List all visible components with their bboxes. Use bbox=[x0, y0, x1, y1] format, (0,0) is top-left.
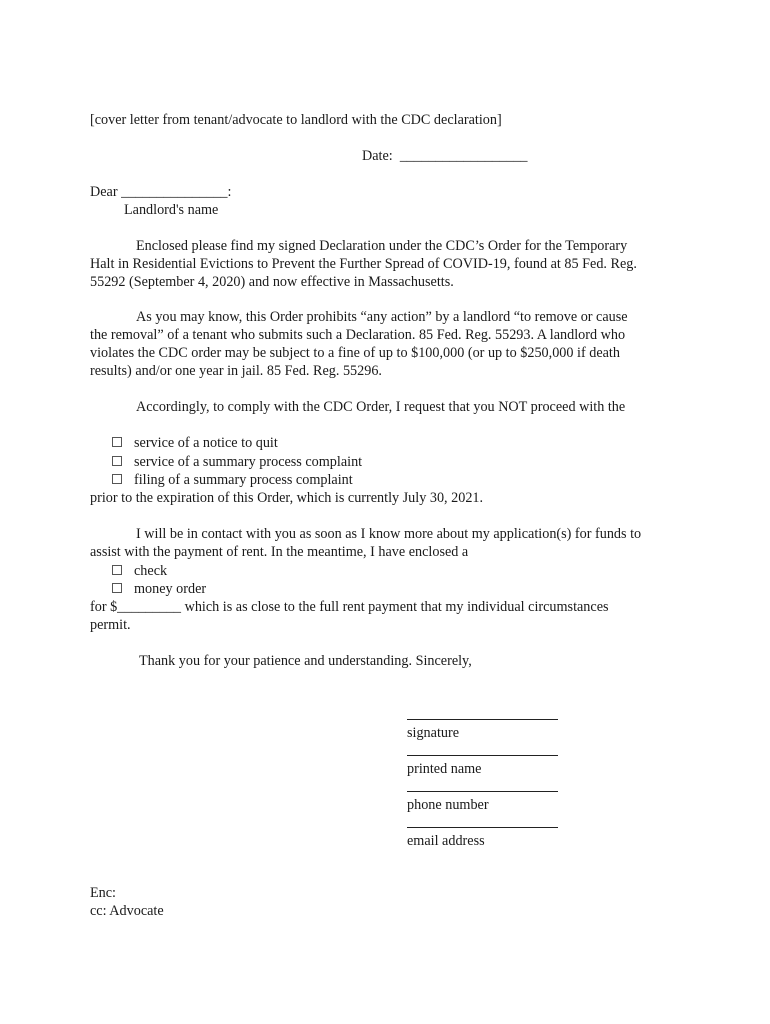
email-address-label: email address bbox=[407, 833, 485, 849]
service-option-notice[interactable] bbox=[112, 434, 278, 452]
paragraph-4-line-2: assist with the payment of rent. In the meantime, I have enclosed a bbox=[90, 544, 469, 560]
date-line bbox=[362, 147, 528, 165]
payment-option-money-order[interactable] bbox=[112, 580, 206, 598]
payment-option-label: money order bbox=[134, 581, 207, 597]
date-blank[interactable]: __________________ bbox=[399, 148, 528, 164]
enclosure-line: Enc: bbox=[90, 885, 116, 901]
paragraph-3: Accordingly, to comply with the CDC Order, I request that you NOT proceed with the bbox=[136, 399, 626, 415]
closing: Thank you for your patience and understanding. Sincerely, bbox=[139, 653, 472, 669]
paragraph-2-line-3: violates the CDC order may be subject to a fine of up to $100,000 (or up to $250,000 if death bbox=[90, 345, 620, 361]
service-option-label: service of a summary process complaint bbox=[134, 454, 363, 470]
service-option-label: service of a notice to quit bbox=[134, 435, 278, 451]
expiration-line: prior to the expiration of this Order, which is currently July 30, 2021. bbox=[90, 490, 484, 506]
paragraph-1-line-1: Enclosed please find my signed Declaration under the CDC’s Order for the Temporary bbox=[136, 238, 628, 254]
paragraph-2-line-2: the removal” of a tenant who submits such a Declaration. 85 Fed. Reg. 55293. A landlord who bbox=[90, 327, 626, 343]
checkbox-icon[interactable] bbox=[112, 565, 122, 575]
service-option-label: filing of a summary process complaint bbox=[134, 472, 353, 488]
checkbox-icon[interactable] bbox=[112, 583, 122, 593]
paragraph-1-line-3: 55292 (September 4, 2020) and now effective in Massachusetts. bbox=[90, 274, 454, 290]
signature-label: signature bbox=[407, 725, 460, 741]
cc-line: cc: Advocate bbox=[90, 903, 164, 919]
salutation: Dear _______________: bbox=[90, 184, 232, 200]
phone-number-rule[interactable] bbox=[407, 791, 558, 792]
payment-option-check[interactable] bbox=[112, 562, 167, 580]
amount-line: for $_________ which is as close to the full rent payment that my individual circumstances bbox=[90, 599, 609, 615]
paragraph-2-line-1: As you may know, this Order prohibits “any action” by a landlord “to remove or cause bbox=[136, 309, 628, 325]
header-note: [cover letter from tenant/advocate to landlord with the CDC declaration] bbox=[90, 112, 502, 128]
date-label: Date: bbox=[362, 148, 393, 164]
email-address-rule[interactable] bbox=[407, 827, 558, 828]
checkbox-icon[interactable] bbox=[112, 456, 122, 466]
service-option-filing[interactable] bbox=[112, 471, 353, 489]
paragraph-4-line-1: I will be in contact with you as soon as I know more about my application(s) for funds to bbox=[136, 526, 642, 542]
printed-name-rule[interactable] bbox=[407, 755, 558, 756]
phone-number-label: phone number bbox=[407, 797, 489, 813]
paragraph-2-line-4: results) and/or one year in jail. 85 Fed. Reg. 55296. bbox=[90, 363, 382, 379]
printed-name-label: printed name bbox=[407, 761, 482, 777]
checkbox-icon[interactable] bbox=[112, 474, 122, 484]
payment-option-label: check bbox=[134, 563, 168, 579]
landlord-name-caption: Landlord's name bbox=[124, 202, 219, 218]
checkbox-icon[interactable] bbox=[112, 437, 122, 447]
service-option-complaint[interactable] bbox=[112, 453, 362, 471]
signature-rule[interactable] bbox=[407, 719, 558, 720]
amount-line-end: permit. bbox=[90, 617, 131, 633]
paragraph-1-line-2: Halt in Residential Evictions to Prevent the Further Spread of COVID-19, found at 85 Fed. Reg. bbox=[90, 256, 637, 272]
